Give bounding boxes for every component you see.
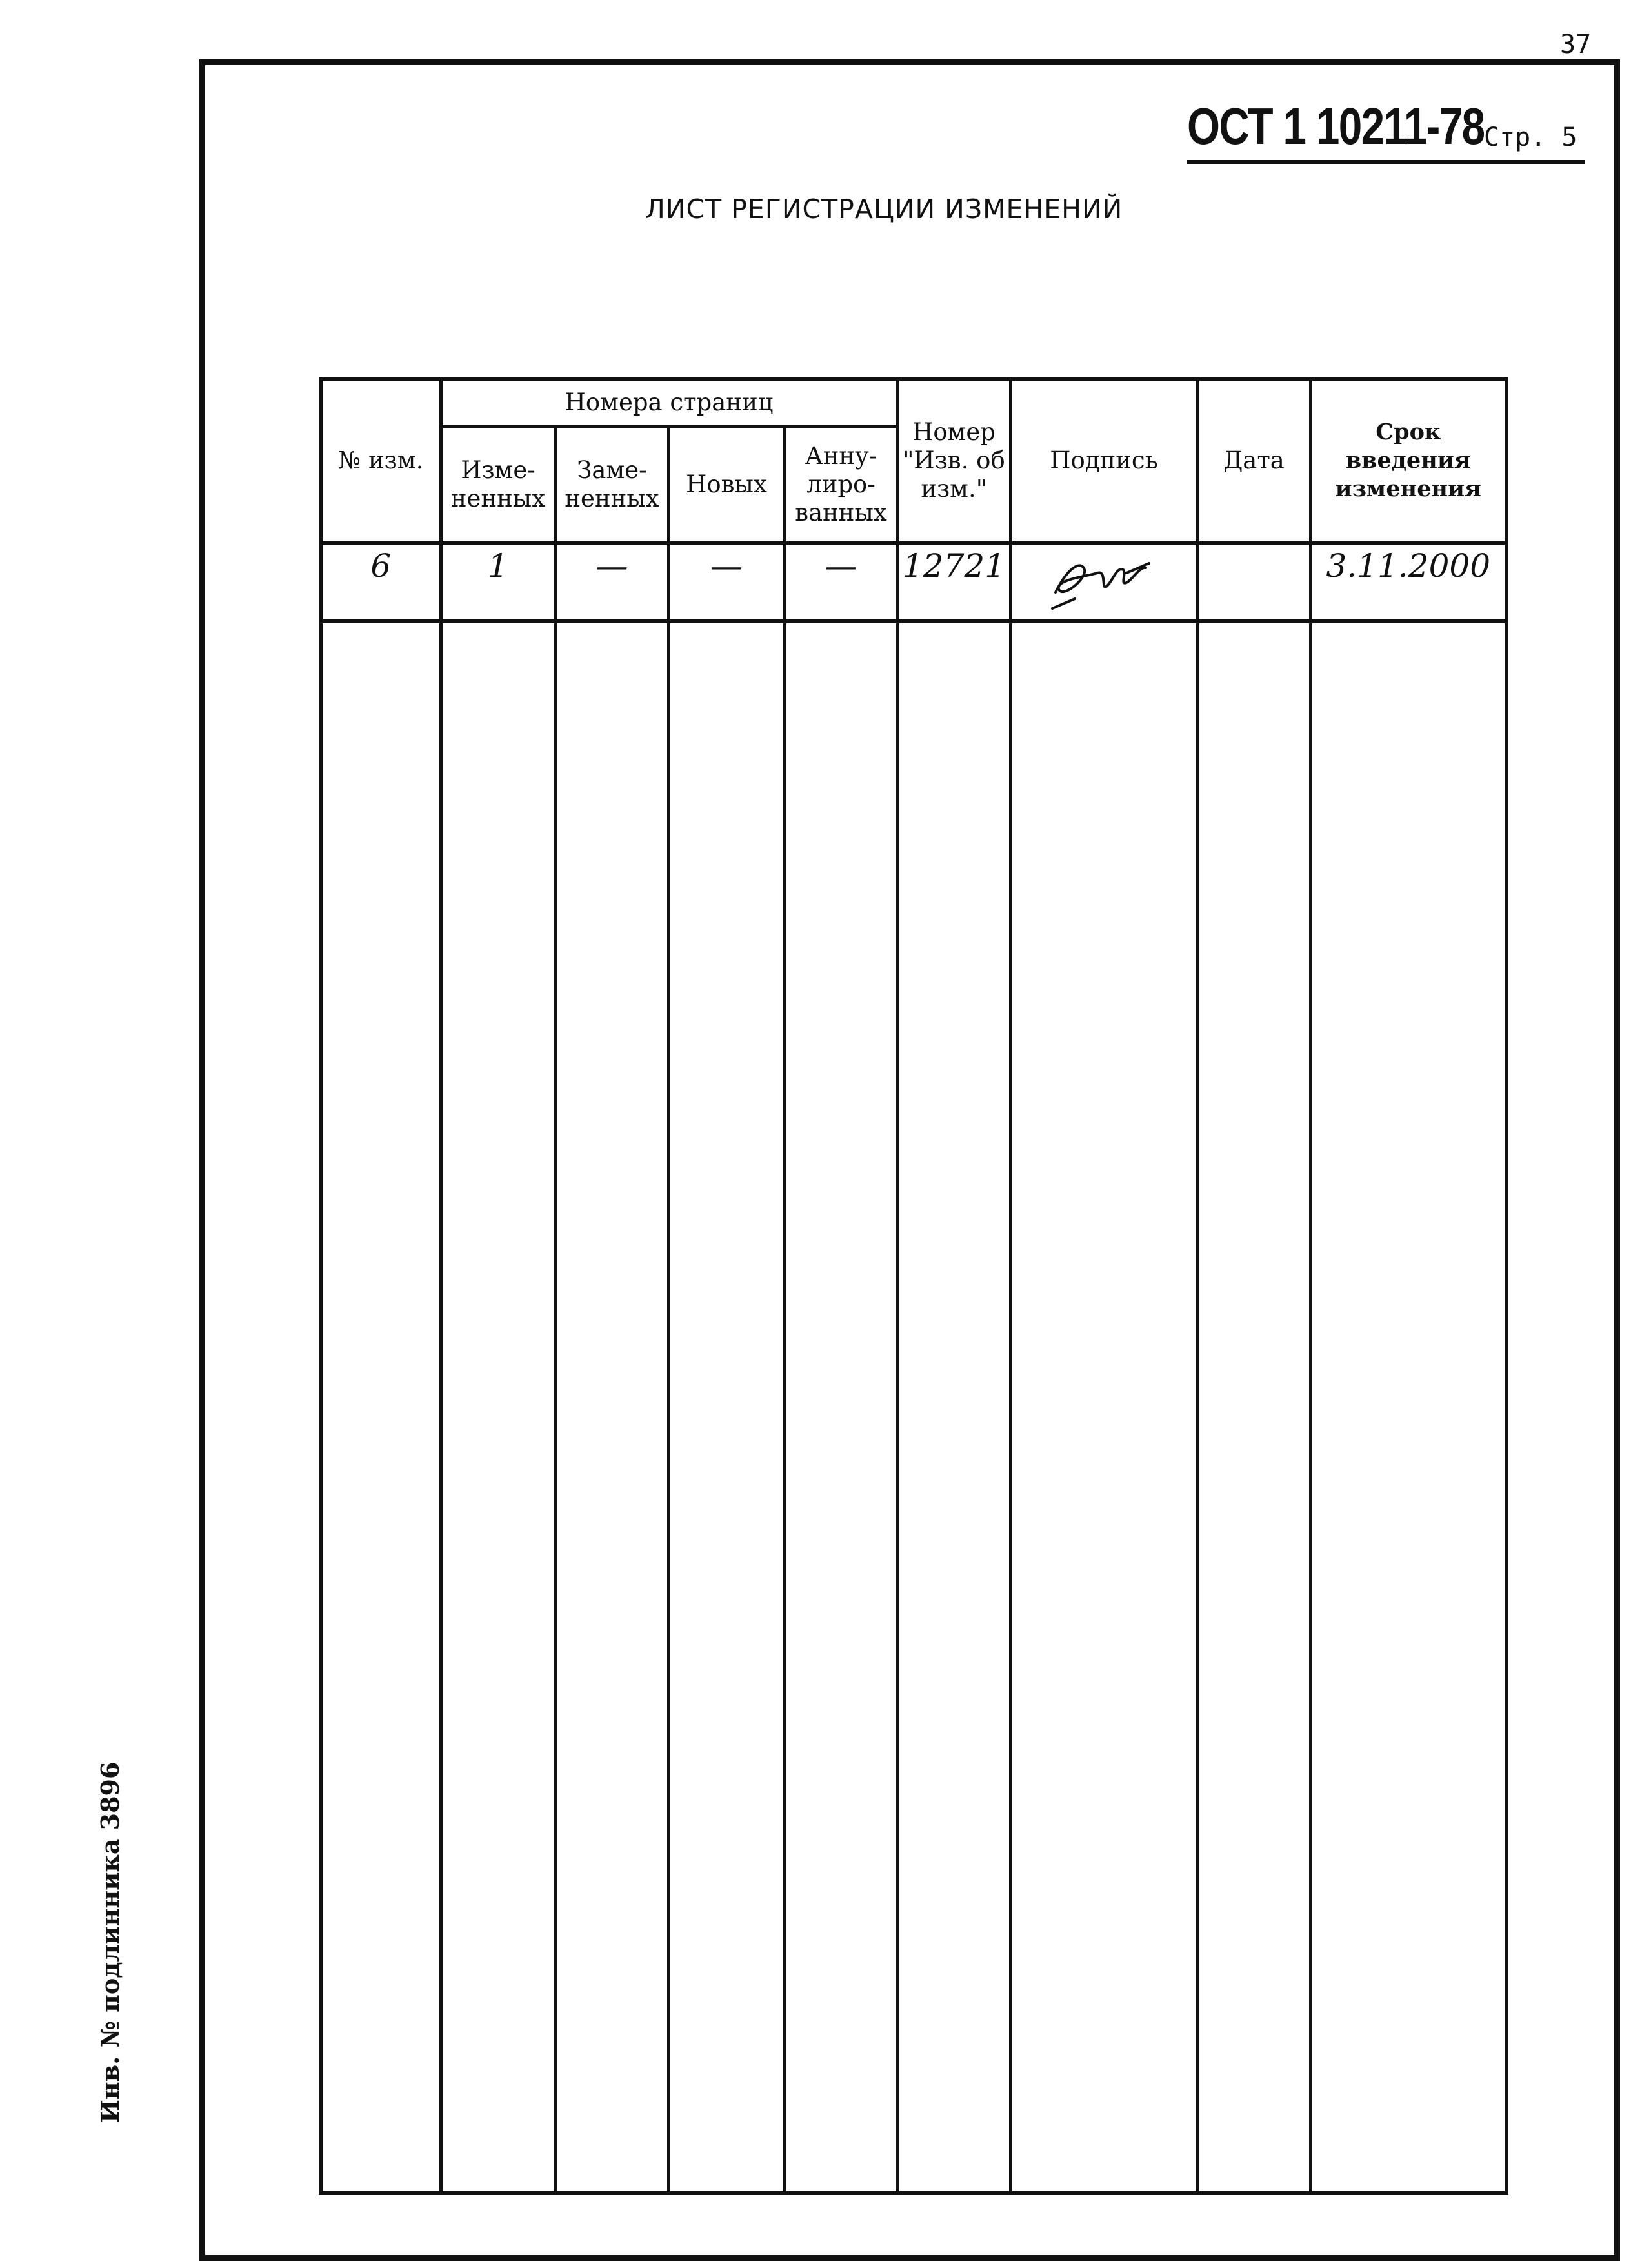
cell-rev-no: 6 [321,543,441,621]
empty-table-row [321,621,1506,2194]
header-date: Дата [1197,379,1310,543]
header-effective: Срок введения изменения [1310,379,1506,543]
page-number: 37 [1560,30,1592,59]
cell-notice-no: 12721 [897,543,1010,621]
document-code-block [1187,97,1585,164]
cell-effective: 3.11.2000 [1310,543,1506,621]
cell-date [1197,543,1310,621]
cell-changed: 1 [441,543,555,621]
sheet-title: ЛИСТ РЕГИСТРАЦИИ ИЗМЕНЕНИЙ [645,194,1123,225]
header-rev-no: № изм. [321,379,441,543]
header-annulled: Анну- лиро- ванных [785,427,897,543]
table-row [321,543,1506,621]
header-replaced: Заме- ненных [555,427,668,543]
cell-new: — [668,543,785,621]
header-new: Новых [668,427,785,543]
cell-signature [1010,543,1197,621]
header-signature: Подпись [1010,379,1197,543]
document-code: ОСТ 1 10211-78 [1187,97,1485,155]
cell-replaced: — [555,543,668,621]
archive-label: Инв. № подлинника 3896 [95,1761,125,2123]
header-page-numbers-group: Номера страниц [441,379,897,427]
header-changed: Изме- ненных [441,427,555,543]
cell-annulled: — [785,543,897,621]
revision-table [319,377,1508,2195]
signature-image [1036,547,1172,612]
revision-table-wrapper [319,377,1505,2195]
document-page-ref: Стр. 5 [1484,123,1577,152]
header-notice-no: Номер "Изв. об изм." [897,379,1010,543]
